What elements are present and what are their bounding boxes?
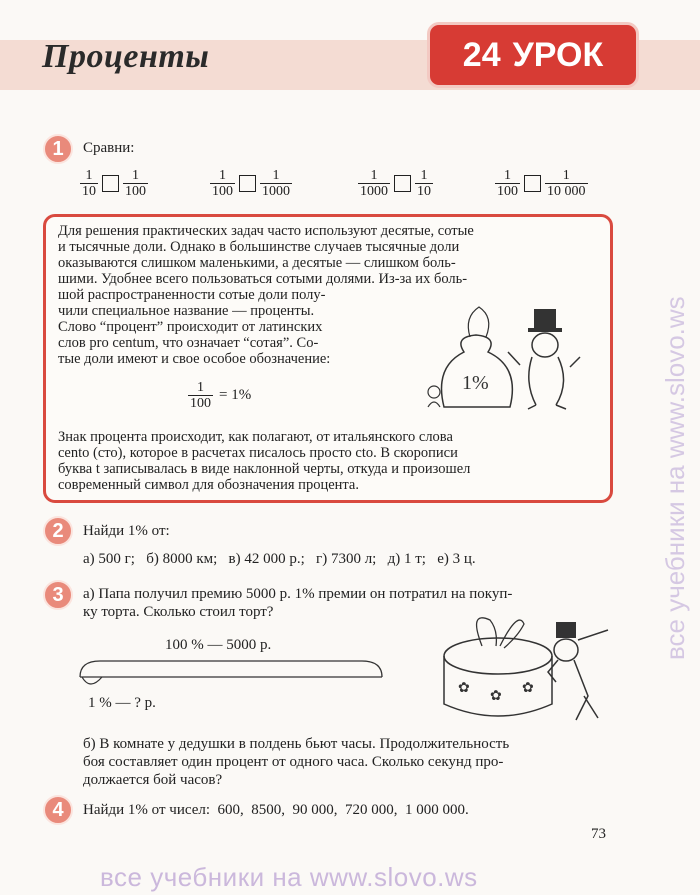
info-line: Для решения практических задач часто используют десятые, сотые xyxy=(58,223,474,239)
comparison-pair xyxy=(210,168,292,199)
task1-prompt: Сравни: xyxy=(83,140,135,156)
task3a-line: ку торта. Сколько стоил торт? xyxy=(83,604,274,620)
answer-box[interactable] xyxy=(394,175,411,192)
lesson-number: 24 xyxy=(462,35,501,74)
fraction: $\frac{1}{100}$ xyxy=(497,168,518,199)
task-number-badge: 3 xyxy=(43,580,73,610)
svg-text:✿: ✿ xyxy=(458,681,470,696)
task-number-badge: 1 xyxy=(43,134,73,164)
segment-diagram xyxy=(76,655,386,695)
fraction: $\frac{1}{1000}$ xyxy=(360,168,388,199)
task2-prompt: Найди 1% от: xyxy=(83,523,170,539)
info-line: современный символ для обозначения процента. xyxy=(58,477,359,493)
fraction: $\frac{1}{1000}$ xyxy=(262,168,290,199)
task-number-badge: 4 xyxy=(43,795,73,825)
money-bag-illustration xyxy=(424,297,584,417)
task3b-line: должается бой часов? xyxy=(83,772,223,788)
info-box xyxy=(43,214,613,503)
watermark-side: все учебники на www.slovo.ws xyxy=(660,296,690,660)
task-number-badge: 2 xyxy=(43,516,73,546)
comparison-pair xyxy=(80,168,148,199)
fraction: $\frac{1}{100}$ xyxy=(212,168,233,199)
info-line: тые доли имеют и свое особое обозначение: xyxy=(58,351,331,367)
info-line: чили специальное название — проценты. xyxy=(58,303,315,319)
svg-text:✿: ✿ xyxy=(490,689,502,704)
task3b-line: боя составляет один процент от одного часа. Сколько секунд про- xyxy=(83,754,504,770)
svg-text:✿: ✿ xyxy=(522,681,534,696)
answer-box[interactable] xyxy=(524,175,541,192)
info-line: cento (сто), которое в расчетах писалось просто cto. В скорописи xyxy=(58,445,458,461)
lesson-badge xyxy=(427,22,639,88)
bag-label: 1% xyxy=(462,372,489,394)
watermark-bottom: все учебники на www.slovo.ws xyxy=(100,862,478,892)
fraction: $\frac{1}{10}$ xyxy=(417,168,431,199)
page-number: 73 xyxy=(591,826,606,842)
comparison-pair xyxy=(495,168,588,199)
task3a-line: а) Папа получил премию 5000 р. 1% премии он потратил на покуп- xyxy=(83,586,513,602)
task3b-line: б) В комнате у дедушки в полдень бьют часы. Продолжительность xyxy=(83,736,510,752)
fraction: $\frac{1}{10}$ xyxy=(82,168,96,199)
answer-box[interactable] xyxy=(102,175,119,192)
percent-formula: $\frac{1}{100}$ = 1% xyxy=(190,380,252,411)
info-line: шой распространенности сотые доли полу- xyxy=(58,287,326,303)
task4-text: Найди 1% от чисел: 600, 8500, 90 000, 720 000, 1 000 000. xyxy=(83,802,469,818)
info-line: шими. Удобнее всего пользоваться сотыми долями. Из-за их боль- xyxy=(58,271,468,287)
info-line: Слово “процент” происходит от латинских xyxy=(58,319,323,335)
info-line: Знак процента происходит, как полагают, от итальянского слова xyxy=(58,429,453,445)
diagram-bottom-label: 1 % — ? р. xyxy=(88,695,156,711)
task2-items: а) 500 г; б) 8000 км; в) 42 000 р.; г) 7300 л; д) 1 т; е) 3 ц. xyxy=(83,551,476,567)
info-line: оказываются слишком маленькими, а десятые — слишком боль- xyxy=(58,255,456,271)
cake-illustration xyxy=(438,600,618,730)
answer-box[interactable] xyxy=(239,175,256,192)
fraction: $\frac{1}{100}$ xyxy=(125,168,146,199)
info-line: и тысячные доли. Однако в большинстве случаев тысячные доли xyxy=(58,239,460,255)
lesson-word: УРОК xyxy=(512,35,604,74)
diagram-top-label: 100 % — 5000 р. xyxy=(165,637,272,653)
info-line: буква t записывалась в виде наклонной черты, откуда и произошел xyxy=(58,461,471,477)
comparison-pair xyxy=(358,168,433,199)
fraction: $\frac{1}{10 000}$ xyxy=(547,168,586,199)
info-line: слов pro centum, что означает “сотая”. Со- xyxy=(58,335,319,351)
page-title: Проценты xyxy=(42,38,210,75)
